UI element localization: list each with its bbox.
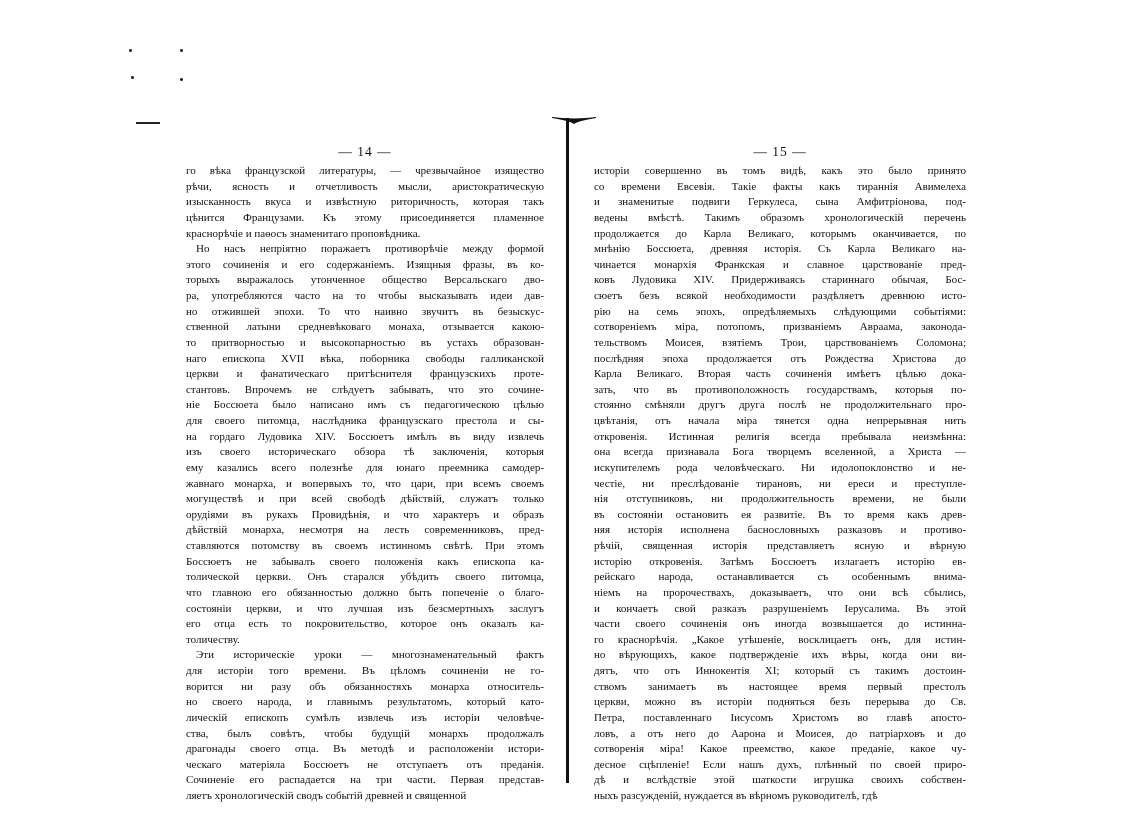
text-line: дятъ, что отъ Иннокентія XI; который съ такимъ достоин-: [594, 665, 966, 677]
left-page: [186, 143, 544, 805]
text-line: но вѣрующихъ, какое подтвержденіе ихъ вѣры, когда они ви-: [594, 649, 966, 662]
text-line: тельствомъ Моисея, взятіемъ Трои, царствованіемъ Соломона;: [594, 336, 966, 349]
text-line: жавнаго монарха, и вопервыхъ то, что цари, при всемъ своемъ: [186, 477, 544, 490]
margin-speck: [180, 49, 183, 52]
text-line: изысканность вкуса и извѣстную риторичность, которая такъ: [186, 196, 544, 209]
text-line: этого сочиненія и его содержаніемъ. Изящныя фразы, въ ко-: [186, 258, 544, 271]
text-line: сотвореніемъ міра, потопомъ, призваніемъ Авраама, законода-: [594, 321, 966, 334]
text-line: церкви и фанатическаго притѣснителя французскихъ проте-: [186, 368, 544, 381]
text-line: исторіи совершенно въ томъ видѣ, какъ это было принято: [594, 165, 966, 177]
text-line: продолжается до Карла Великаго, которымъ оканчивается, по: [594, 227, 966, 240]
left-page-text: [186, 164, 544, 805]
text-line: торыхъ выражалось утонченное общество Версальскаго дво-: [186, 274, 544, 287]
text-line: цвѣтанія, отъ начала міра тянется одна непрерывная нить: [594, 415, 966, 427]
text-line: рейскаго народа, останавливается съ особеннымъ внима-: [594, 571, 966, 584]
text-line: для исторіи того времени. Въ цѣломъ сочиненіи не го-: [186, 665, 544, 677]
margin-speck: [180, 78, 183, 81]
text-line: дѣ и вслѣдствіе этой шаткости игрушка своихъ собствен-: [594, 774, 966, 787]
text-line: ляетъ хронологическій сводъ событій древней и священной: [186, 790, 467, 802]
text-line: что главною его обязанностью должно быть попеченіе о благо-: [186, 586, 544, 599]
margin-speck: [129, 49, 132, 52]
text-line: могуществѣ и при всей свободѣ дѣйствій, служатъ только: [186, 493, 544, 506]
text-line: го краснорѣчія. „Какое утѣшеніе, восклицаетъ онъ, для истин-: [594, 633, 966, 646]
text-line: толической церкви. Онъ старался убѣдить своего питомца,: [186, 571, 544, 584]
text-line: рѣчій, священная исторія представляетъ ясную и вѣрную: [594, 540, 966, 552]
text-line: послѣдняя эпоха продолжается отъ Рождества Христова до: [594, 352, 966, 365]
paragraph: [186, 648, 544, 804]
text-line: она всегда признавала Бога творцемъ вселенной, а Христа —: [594, 446, 966, 459]
text-line: толичеству.: [186, 633, 240, 646]
paragraph: [594, 164, 966, 805]
text-line: чинается монархія Франкская и славное царствованіе пред-: [594, 258, 966, 271]
text-line: въ состояніи остановить ея развитіе. Въ то время какъ древ-: [594, 508, 966, 521]
text-line: няя исторія исполнена баснословныхъ разказовъ и противо-: [594, 524, 966, 537]
text-line: честіе, ни преслѣдованіе тирановъ, ни ереси и преступле-: [594, 477, 966, 490]
text-line: ковъ Лудовика XIV. Придерживаясь стариннаго обычая, Бос-: [594, 274, 966, 287]
text-line: ра, употребляются часто на то чтобы высказывать идеи дав-: [186, 290, 544, 302]
text-line: ческаго матеріяла Боссюетъ не отступаетъ отъ преданія.: [186, 758, 544, 771]
text-line: ведены вмѣстѣ. Такимъ образомъ хронологическій перечень: [594, 211, 966, 224]
text-line: десное сцѣпленіе! Если нашъ духъ, плѣнный по своей приро-: [594, 758, 966, 771]
text-line: мнѣнію Боссюета, древняя исторія. Съ Карла Великаго на-: [594, 243, 966, 256]
text-line: Эти историческіе уроки — многознаменательный фактъ: [196, 649, 544, 662]
text-line: исторію откровенія. Затѣмъ Боссюетъ излагаетъ исторію ев-: [594, 555, 966, 568]
text-line: стантовъ. Впрочемъ не слѣдуетъ забывать, что это сочине-: [186, 383, 544, 396]
text-line: то притворностью и высокопарностью въ устахъ образован-: [186, 336, 544, 349]
text-line: Петра, поставленнаго Іисусомъ Христомъ во главѣ апосто-: [594, 711, 966, 724]
text-line: ему казались всего полезнѣе для юнаго преемника самодер-: [186, 461, 544, 474]
text-line: Карла Великаго. Вторая часть сочиненія имѣетъ цѣлью дока-: [594, 368, 966, 381]
text-line: ловъ, а отъ него до Аарона и Моисея, до патріарховъ и до: [594, 727, 966, 740]
right-page: [594, 143, 966, 805]
text-line: Но насъ непріятно поражаетъ противорѣчіе между формой: [196, 243, 544, 256]
page-number: — 15 —: [753, 144, 807, 159]
margin-speck: [131, 76, 134, 79]
text-line: откровенія. Истинная религія всегда пребывала неизмѣнна:: [594, 430, 966, 443]
text-line: дѣйствій монарха, несмотря на лесть современниковъ, пред-: [186, 524, 544, 537]
text-line: ства, былъ совѣтъ, чтобы будущій монархъ продолжалъ: [186, 727, 544, 740]
text-line: ственной латыни средневѣковаго монаха, отзывается какою-: [186, 321, 544, 334]
paragraph: [186, 164, 544, 242]
text-line: ворится ни разу объ обязанностяхъ монарха относитель-: [186, 680, 544, 693]
text-line: состояніи церкви, и что лучшая изъ безсмертныхъ заслугъ: [186, 602, 544, 615]
text-line: ставляются потомству въ своемъ истинномъ свѣтѣ. При этомъ: [186, 540, 544, 552]
text-line: стоянно смѣняли другъ друга послѣ не продолжительнаго про-: [594, 399, 966, 412]
margin-rule: [136, 122, 160, 124]
text-line: го вѣка французской литературы, — чрезвычайное изящество: [186, 165, 544, 177]
text-line: изъ своего историческаго обзора тѣ заключенія, которыя: [186, 446, 544, 459]
text-line: цѣнится Французами. Къ этому присоединяется пламенное: [186, 211, 544, 224]
text-line: со времени Евсевія. Такіе факты какъ тираннія Авимелеха: [594, 180, 966, 193]
text-line: но отжившей эпохи. То что наивно звучитъ въ безыскус-: [186, 305, 544, 318]
page-number: — 14 —: [338, 144, 392, 159]
text-line: Боссюетъ не забывалъ своего положенія какъ епископа ка-: [186, 555, 544, 568]
text-line: наго епископа XVII вѣка, поборника свободы галликанской: [186, 352, 544, 365]
text-line: и кончаетъ свой разказъ разрушеніемъ Іерусалима. Въ этой: [594, 602, 966, 615]
text-line: нія отступниковъ, ни продолжительность времени, не были: [594, 493, 966, 506]
text-line: ныхъ разсужденій, нуждается въ вѣрномъ руководителѣ, гдѣ: [594, 790, 878, 802]
text-line: орудіями въ рукахъ Провидѣнія, и что характеръ и образъ: [186, 508, 544, 521]
text-line: сотворенія міра! Какое преемство, какое преданіе, какое чу-: [594, 743, 966, 756]
text-line: для своего питомца, наслѣдника французскаго престола и сы-: [186, 415, 544, 427]
binding-gutter: [566, 118, 569, 783]
text-line: краснорѣчіе и паѳосъ знаменитаго проповѣдника.: [186, 227, 421, 240]
text-line: на гордаго Лудовика XIV. Боссюетъ имѣлъ въ виду извлечь: [186, 430, 544, 443]
binding-gutter-cap: [552, 116, 596, 124]
text-line: церкви, можно въ исторіи подняться безъ перерыва до Св.: [594, 696, 966, 709]
text-line: рію на семь эпохъ, опредѣляемыхъ слѣдующими событіями:: [594, 305, 966, 318]
text-line: ніемъ на пророчествахъ, доказываетъ, что они всѣ сбылись,: [594, 586, 966, 599]
paragraph: [186, 242, 544, 648]
text-line: Сочиненіе его распадается на три части. Первая представ-: [186, 774, 544, 787]
right-page-text: [594, 164, 966, 805]
text-line: лическій епископъ сумѣлъ извлечь изъ исторіи человѣче-: [186, 711, 544, 724]
text-line: ствомъ занимаетъ въ настоящее время первый престолъ: [594, 680, 966, 693]
text-line: драгонады своего отца. Въ методѣ и расположеніи истори-: [186, 743, 544, 756]
text-line: зать, что въ противоположность государствамъ, которыя по-: [594, 383, 966, 396]
text-line: но своего народа, и главнымъ результатомъ, который като-: [186, 696, 544, 709]
text-line: искупителемъ рода человѣческаго. Ни идолопоклонство и не-: [594, 461, 966, 474]
text-line: ніе Боссюета было написано имъ съ педагогическою цѣлью: [186, 399, 544, 412]
text-line: сюетъ безъ всякой необходимости раздѣляетъ древнюю исто-: [594, 290, 966, 302]
text-line: рѣчи, ясность и отчетливость мысли, аристократическую: [186, 180, 544, 193]
text-line: и знаменитые подвиги Геркулеса, сына Амфитріонова, под-: [594, 196, 966, 209]
text-line: его отца есть то покровительство, которое онъ оказалъ ка-: [186, 618, 544, 631]
text-line: части своего сочиненія онъ иногда возвышается до истинна-: [594, 618, 966, 631]
